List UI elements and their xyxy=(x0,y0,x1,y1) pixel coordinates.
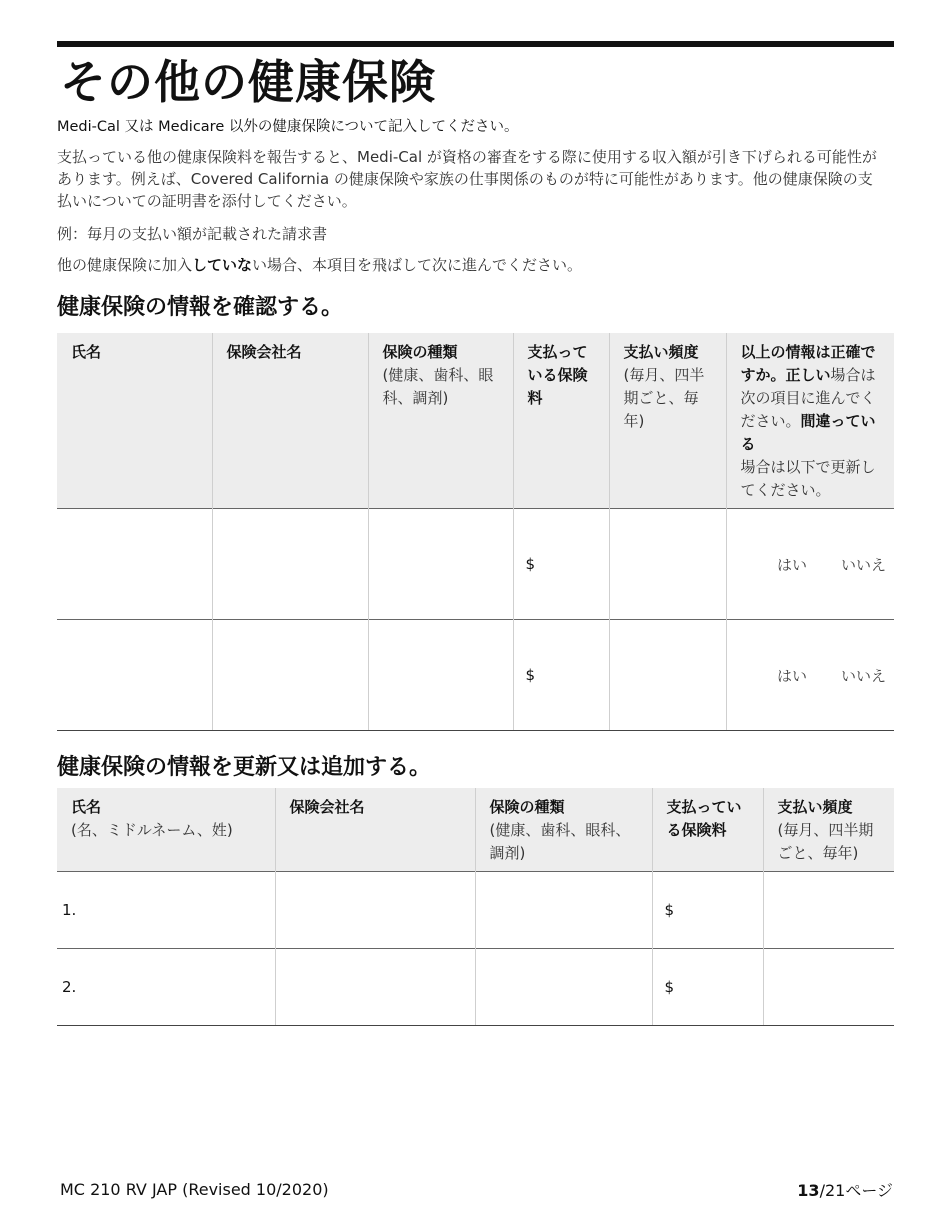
company-cell[interactable] xyxy=(212,620,368,731)
type-cell[interactable] xyxy=(368,509,513,620)
col-company: 保険会社名 xyxy=(226,343,302,361)
page-title: その他の健康保険 xyxy=(60,55,436,109)
type-cell[interactable] xyxy=(368,620,513,731)
section-confirm-heading: 健康保険の情報を確認する。 xyxy=(57,295,344,320)
premium-cell[interactable]: $ xyxy=(513,620,609,731)
yes-option[interactable]: はい xyxy=(776,555,807,574)
table-header-row xyxy=(57,333,894,509)
confirm-insurance-table xyxy=(57,333,894,731)
col-confirm: 以上の情報は正確ですか。正しい場合は次の項目に進んでください。間違っている 場合は以下で更新してください。 xyxy=(726,333,894,509)
premium-cell[interactable]: $ xyxy=(652,872,763,949)
no-option[interactable]: いいえ xyxy=(840,666,886,685)
company-cell[interactable] xyxy=(275,949,475,1026)
premium-cell[interactable]: $ xyxy=(652,949,763,1026)
frequency-cell[interactable] xyxy=(763,949,894,1026)
table-row xyxy=(57,949,894,1026)
section-update-heading: 健康保険の情報を更新又は追加する。 xyxy=(57,755,432,780)
confirm-cell xyxy=(726,509,894,620)
confirm-cell xyxy=(726,620,894,731)
col-premium: 支払っている保険料 xyxy=(666,798,742,839)
name-cell[interactable]: 1. xyxy=(57,872,275,949)
col-frequency: 支払い頻度 (毎月、四半期ごと、毎年) xyxy=(609,333,726,509)
name-cell[interactable] xyxy=(57,509,212,620)
update-insurance-table xyxy=(57,788,894,1026)
description-paragraph: 支払っている他の健康保険料を報告すると、Medi-Cal が資格の審査をする際に使用する収入額が引き下げられる可能性があります。例えば、Covered California の健康保険や家族の仕事関係のものが特に可能性があります。他の健康保険の支払いについての証明書を添付してください。 xyxy=(57,148,877,210)
name-cell[interactable] xyxy=(57,620,212,731)
example-text: 例：毎月の支払い額が記載された請求書 xyxy=(57,225,328,243)
type-cell[interactable] xyxy=(475,949,652,1026)
type-cell[interactable] xyxy=(475,872,652,949)
frequency-cell[interactable] xyxy=(609,620,726,731)
name-cell[interactable]: 2. xyxy=(57,949,275,1026)
skip-note: 他の健康保険に加入していない場合、本項目を飛ばして次に進んでください。 xyxy=(57,256,583,274)
page-number: 13/21ページ xyxy=(797,1181,893,1200)
form-id: MC 210 RV JAP (Revised 10/2020) xyxy=(60,1180,329,1199)
col-type: 保険の種類 (健康、歯科、眼科、調剤) xyxy=(368,333,513,509)
yes-option[interactable]: はい xyxy=(776,666,807,685)
col-premium: 支払っている保険料 xyxy=(527,343,588,407)
table-header-row xyxy=(57,788,894,872)
col-name: 氏名 (名、ミドルネーム、姓) xyxy=(57,788,275,872)
col-type: 保険の種類 (健康、歯科、眼科、調剤) xyxy=(475,788,652,872)
table-row xyxy=(57,620,894,731)
frequency-cell[interactable] xyxy=(609,509,726,620)
table-row xyxy=(57,509,894,620)
table-row xyxy=(57,872,894,949)
intro-text: Medi-Cal 又は Medicare 以外の健康保険について記入してください。 xyxy=(57,119,519,135)
premium-cell[interactable]: $ xyxy=(513,509,609,620)
col-company: 保険会社名 xyxy=(289,798,365,816)
company-cell[interactable] xyxy=(275,872,475,949)
company-cell[interactable] xyxy=(212,509,368,620)
frequency-cell[interactable] xyxy=(763,872,894,949)
col-name: 氏名 xyxy=(71,343,102,361)
no-option[interactable]: いいえ xyxy=(840,555,886,574)
col-frequency: 支払い頻度 (毎月、四半期ごと、毎年) xyxy=(763,788,894,872)
